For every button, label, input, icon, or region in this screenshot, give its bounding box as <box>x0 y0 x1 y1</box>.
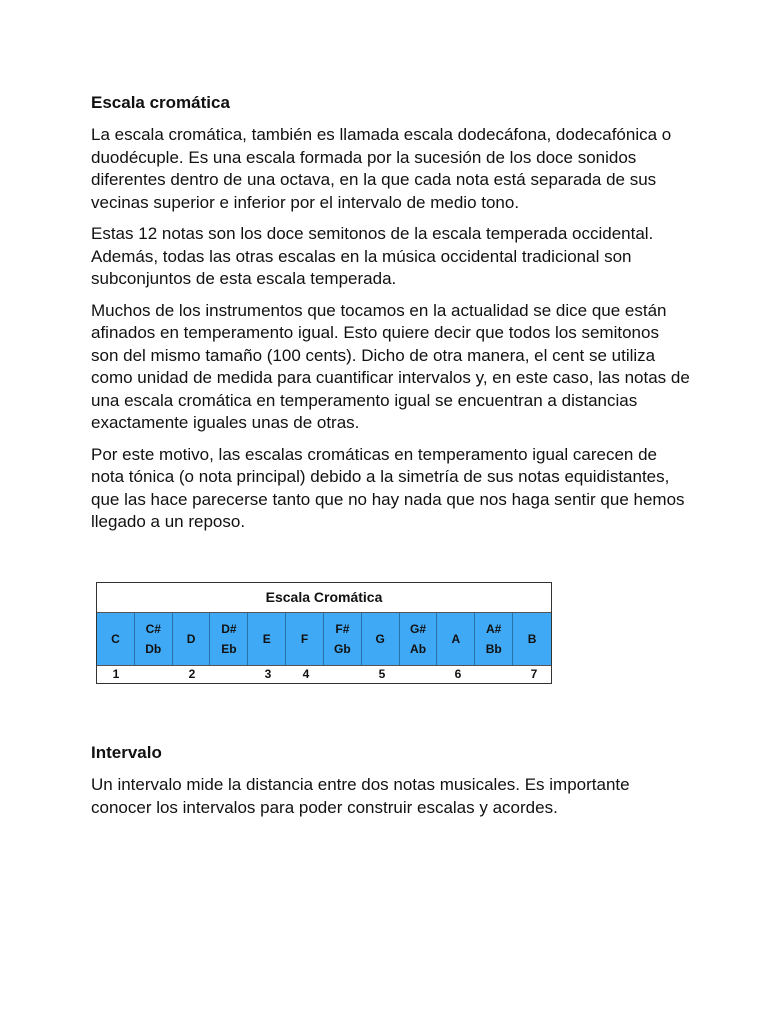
note-cell <box>475 613 513 665</box>
note-cell <box>286 613 324 665</box>
note-label: E <box>262 632 271 646</box>
degree-number: 2 <box>188 667 196 681</box>
note-label: B <box>527 632 537 646</box>
note-cell <box>248 613 286 665</box>
note-label: D <box>186 632 196 646</box>
note-label-alt: Bb <box>485 642 502 656</box>
paragraph: La escala cromática, también es llamada escala dodecáfona, dodecafónica o duodécuple. Es una escala formada por la sucesión de los doce sonidos diferentes dentro de una octava, en la que cada nota está separada de sus vecinas superior e inferior por el intervalo de medio tono. <box>91 125 672 212</box>
note-cell <box>362 613 400 665</box>
paragraph: Muchos de los instrumentos que tocamos en la actualidad se dice que están afinados en temperamento igual. Esto quiere decir que todos los semitonos son del mismo tamaño (100 cents). Dicho de otra manera, el cent se utiliza como unidad de medida para cuantificar intervalos y, en este caso, las notas de una escala cromática en temperamento igual se encuentran a distancias exactamente iguales unas de otras. <box>91 300 690 432</box>
note-cell <box>97 613 135 665</box>
note-label: D# <box>221 622 237 636</box>
note-label: C# <box>145 622 161 636</box>
degree-number: 6 <box>454 667 462 681</box>
note-label: G# <box>410 622 427 636</box>
note-label-alt: Ab <box>410 642 427 656</box>
note-cell <box>400 613 438 665</box>
section-heading-intervalo: Intervalo <box>91 743 162 762</box>
paragraph: Estas 12 notas son los doce semitonos de la escala temperada occidental. Además, todas las otras escalas en la música occidental tradicional son subconjuntos de esta escala temperada. <box>91 224 654 288</box>
note-label: G <box>375 632 385 646</box>
note-cell <box>437 613 475 665</box>
note-label-alt: Db <box>145 642 162 656</box>
degree-number: 7 <box>530 667 538 681</box>
note-label: C <box>111 632 120 646</box>
document-body <box>91 92 691 543</box>
note-label: F# <box>335 622 350 636</box>
degree-number: 1 <box>112 667 120 681</box>
degree-number: 4 <box>302 667 310 681</box>
note-cell <box>513 613 551 665</box>
paragraph: Por este motivo, las escalas cromáticas en temperamento igual carecen de nota tónica (o nota principal) debido a la simetría de sus notas equidistantes, que las hace parecerse tanto que no hay nada que nos haga sentir que hemos llegado a un reposo. <box>91 444 685 531</box>
note-cell <box>324 613 362 665</box>
degree-number: 5 <box>378 667 386 681</box>
note-label-alt: Eb <box>221 642 237 656</box>
note-label: A <box>451 632 461 646</box>
section-heading-escala: Escala cromática <box>91 93 230 112</box>
paragraph: Un intervalo mide la distancia entre dos notas musicales. Es importante conocer los intervalos para poder construir escalas y acordes. <box>91 775 630 817</box>
notes-row <box>97 613 551 666</box>
note-cell <box>173 613 211 665</box>
document-body-section2 <box>91 742 691 828</box>
note-cell <box>210 613 248 665</box>
table-title: Escala Cromática <box>97 583 551 613</box>
degree-number: 3 <box>264 667 272 681</box>
note-label: F <box>300 632 309 646</box>
note-label-alt: Gb <box>334 642 351 656</box>
note-cell <box>135 613 173 665</box>
chromatic-scale-table <box>96 582 552 684</box>
degree-numbers-row <box>97 666 551 683</box>
note-label: A# <box>486 622 502 636</box>
